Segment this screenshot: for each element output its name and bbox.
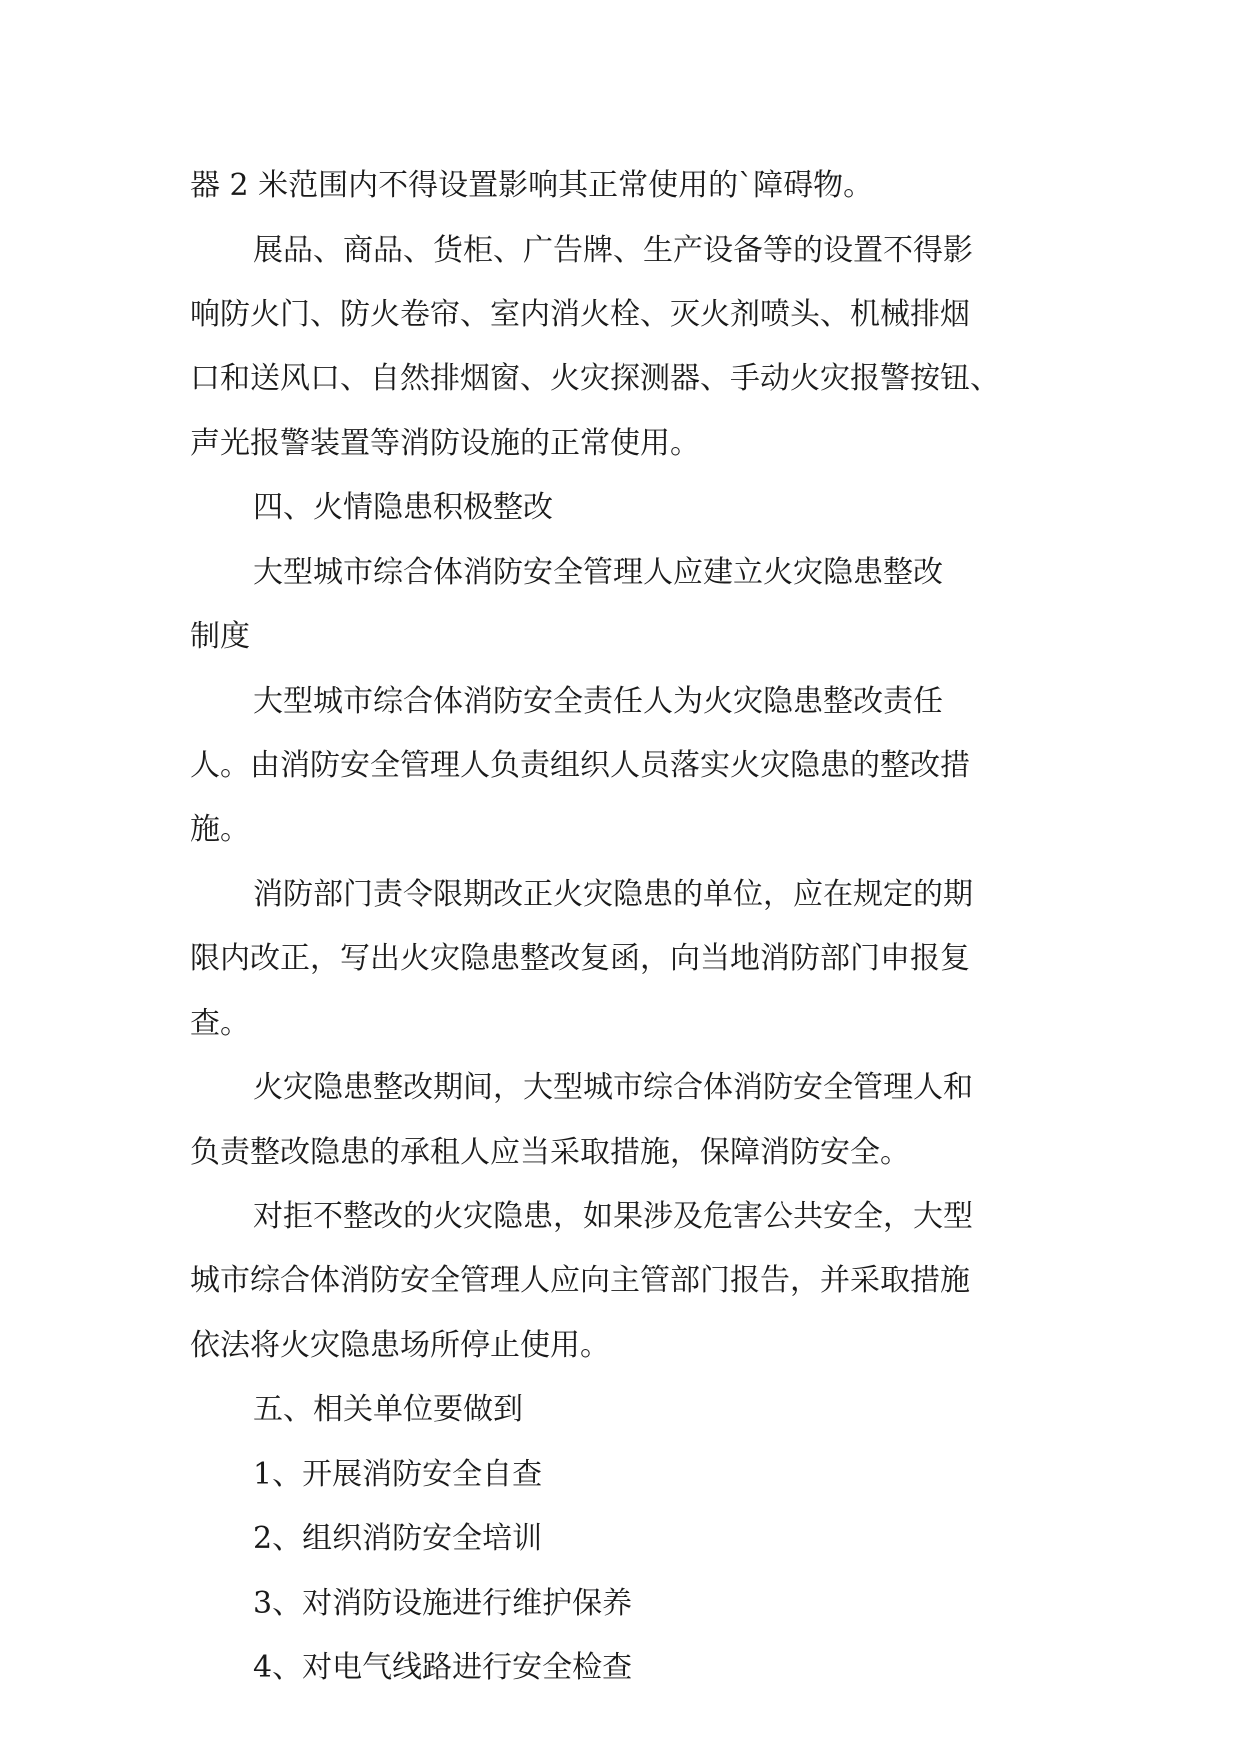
section-heading: 五、相关单位要做到 <box>253 1392 523 1427</box>
text-line: 大型城市综合体消防安全管理人应建立火灾隐患整改 <box>253 555 943 590</box>
text-line: 器 2 米范围内不得设置影响其正常使用的`障碍物。 <box>190 168 874 203</box>
text-line: 火灾隐患整改期间，大型城市综合体消防安全管理人和 <box>253 1070 973 1105</box>
text-line: 查。 <box>190 1006 250 1041</box>
text-line: 负责整改隐患的承租人应当采取措施，保障消防安全。 <box>190 1135 910 1170</box>
text-line: 大型城市综合体消防安全责任人为火灾隐患整改责任 <box>253 684 943 719</box>
text-line: 对拒不整改的火灾隐患，如果涉及危害公共安全，大型 <box>253 1199 973 1234</box>
text-line: 制度 <box>190 619 250 654</box>
text-line: 消防部门责令限期改正火灾隐患的单位，应在规定的期 <box>253 877 973 912</box>
text-line: 施。 <box>190 812 250 847</box>
text-line: 响防火门、防火卷帘、室内消火栓、灭火剂喷头、机械排烟 <box>190 297 970 332</box>
text-line: 依法将火灾隐患场所停止使用。 <box>190 1328 610 1363</box>
list-item: 2、组织消防安全培训 <box>253 1521 543 1556</box>
list-item: 4、对电气线路进行安全检查 <box>253 1650 633 1685</box>
text-line: 人。由消防安全管理人负责组织人员落实火灾隐患的整改措 <box>190 748 970 783</box>
text-line: 展品、商品、货柜、广告牌、生产设备等的设置不得影 <box>253 233 973 268</box>
list-item: 3、对消防设施进行维护保养 <box>253 1586 633 1621</box>
text-line: 城市综合体消防安全管理人应向主管部门报告，并采取措施 <box>190 1263 970 1298</box>
text-line: 口和送风口、自然排烟窗、火灾探测器、手动火灾报警按钮、 <box>190 361 1000 396</box>
text-line: 限内改正，写出火灾隐患整改复函，向当地消防部门申报复 <box>190 941 970 976</box>
text-line: 声光报警装置等消防设施的正常使用。 <box>190 426 700 461</box>
list-item: 1、开展消防安全自查 <box>253 1457 543 1492</box>
section-heading: 四、火情隐患积极整改 <box>253 490 553 525</box>
